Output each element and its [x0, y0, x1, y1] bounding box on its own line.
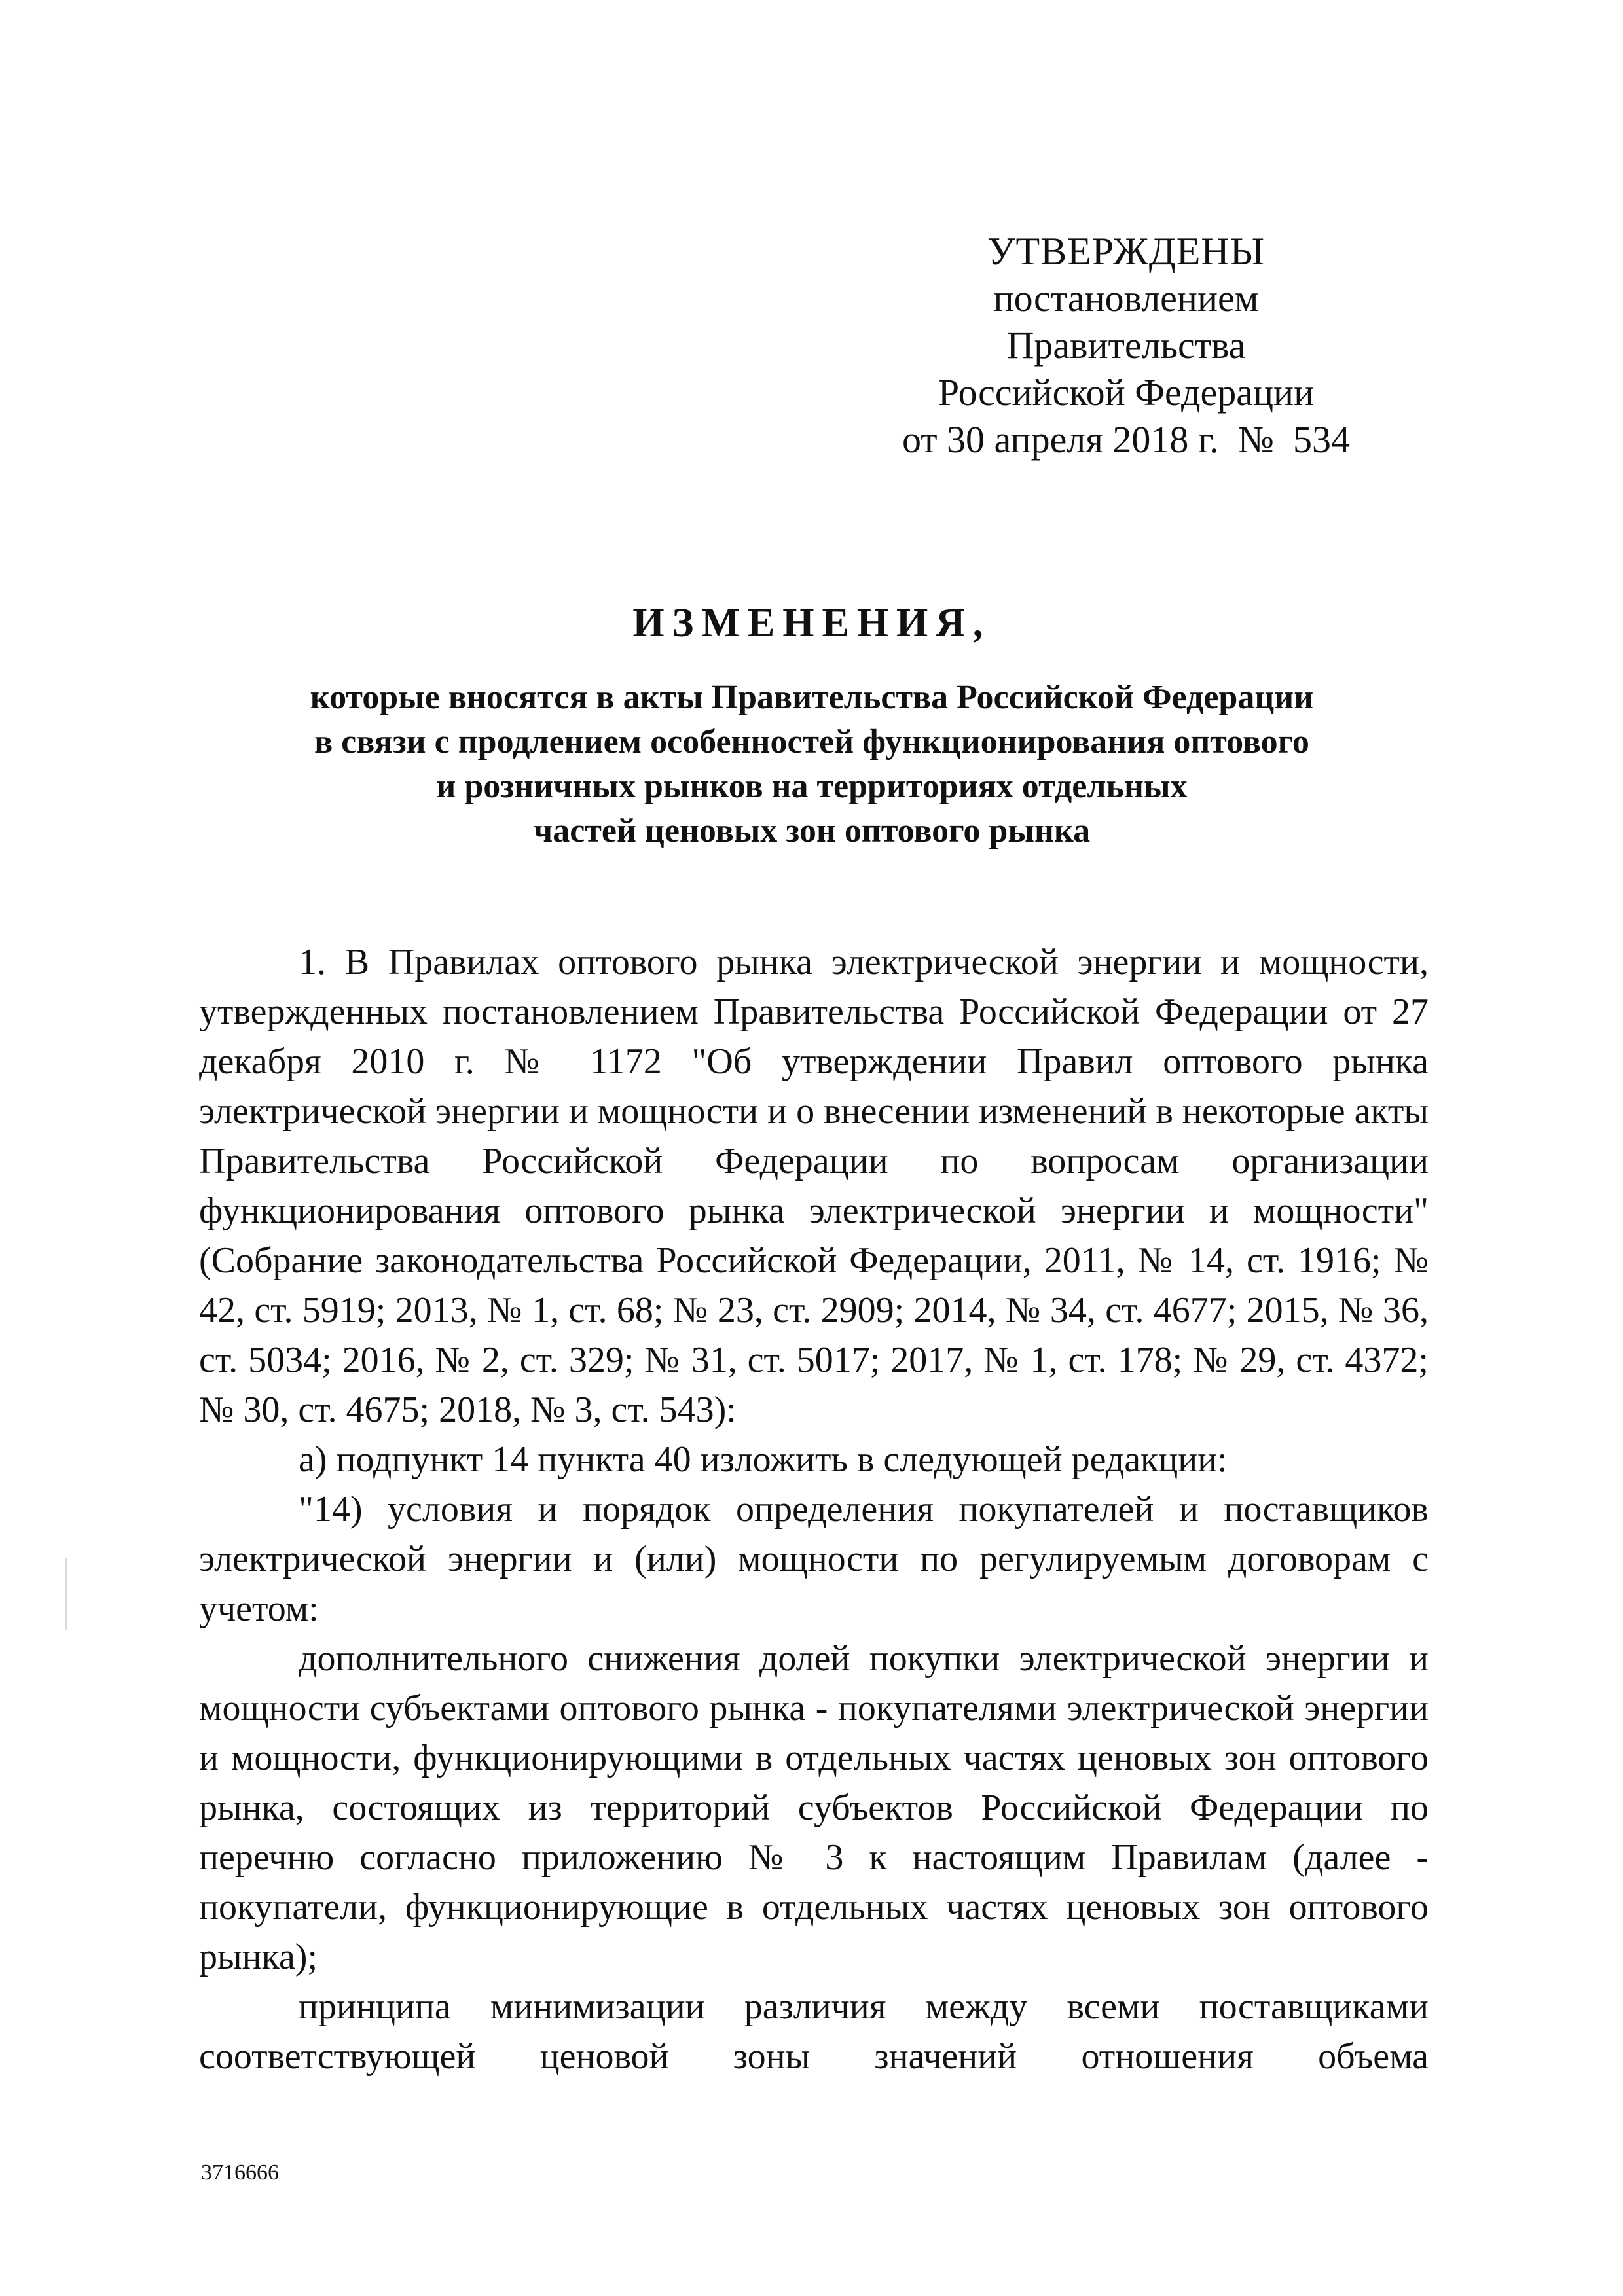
paragraph-minimization-principle: принципа минимизации различия между всеми поставщиками соответствующей ценовой зоны значений отношения объема	[199, 1986, 1429, 2077]
approval-line-federation: Российской Федерации	[938, 371, 1315, 414]
document-footer-code: 3716666	[201, 2161, 279, 2185]
approval-line-date-number: от 30 апреля 2018 г. № 534	[902, 418, 1351, 461]
document-subtitle-line-4: частей ценовых зон оптового рынка	[533, 812, 1091, 850]
document-body	[199, 937, 1429, 2081]
document-title: ИЗМЕНЕНИЯ,	[632, 601, 991, 645]
paragraph-1: 1. В Правилах оптового рынка электрической энергии и мощности, утвержденных постановлением Правительства Российской Федерации от 27 декабря 2010 г. № 1172 "Об утверждении Правил оптового рынка электрической энергии и мощности и о внесении изменений в некоторые акты Правительства Российской Федерации по вопросам организации функционирования оптового рынка электрической энергии и мощности" (Собрание законодательства Российской Федерации, 2011, № 14, ст. 1916; № 42, ст. 5919; 2013, № 1, ст. 68; № 23, ст. 2909; 2014, № 34, ст. 4677; 2015, № 36, ст. 5034; 2016, № 2, ст. 329; № 31, ст. 5017; 2017, № 1, ст. 178; № 29, ст. 4372; № 30, ст. 4675; 2018, № 3, ст. 543):	[199, 942, 1429, 1430]
document-title-block	[196, 597, 1427, 853]
document-subtitle-line-1: которые вносятся в акты Правительства Российской Федерации	[310, 679, 1314, 716]
approval-stamp-block	[877, 228, 1375, 463]
paragraph-subitem-a: а) подпункт 14 пункта 40 изложить в следующей редакции:	[299, 1439, 1228, 1480]
paragraph-additional-reduction: дополнительного снижения долей покупки электрической энергии и мощности субъектами оптового рынка - покупателями электрической энергии и мощности, функционирующими в отдельных частях ценовых зон оптового рынка, состоящих из территорий субъектов Российской Федерации по перечню согласно приложению № 3 к настоящим Правилам (далее - покупатели, функционирующие в отдельных частях ценовых зон оптового рынка);	[199, 1638, 1429, 1977]
paragraph-subitem-14: "14) условия и порядок определения покупателей и поставщиков электрической энергии и (или) мощности по регулируемым договорам с учетом:	[199, 1489, 1429, 1629]
approval-heading: УТВЕРЖДЕНЫ	[987, 230, 1266, 273]
scan-artifact-line	[65, 1558, 67, 1630]
approval-line-resolution: постановлением Правительства	[993, 277, 1259, 367]
document-subtitle-line-2: в связи с продлением особенностей функционирования оптового	[314, 723, 1309, 761]
document-subtitle-line-3: и розничных рынков на территориях отдельных	[436, 768, 1188, 805]
